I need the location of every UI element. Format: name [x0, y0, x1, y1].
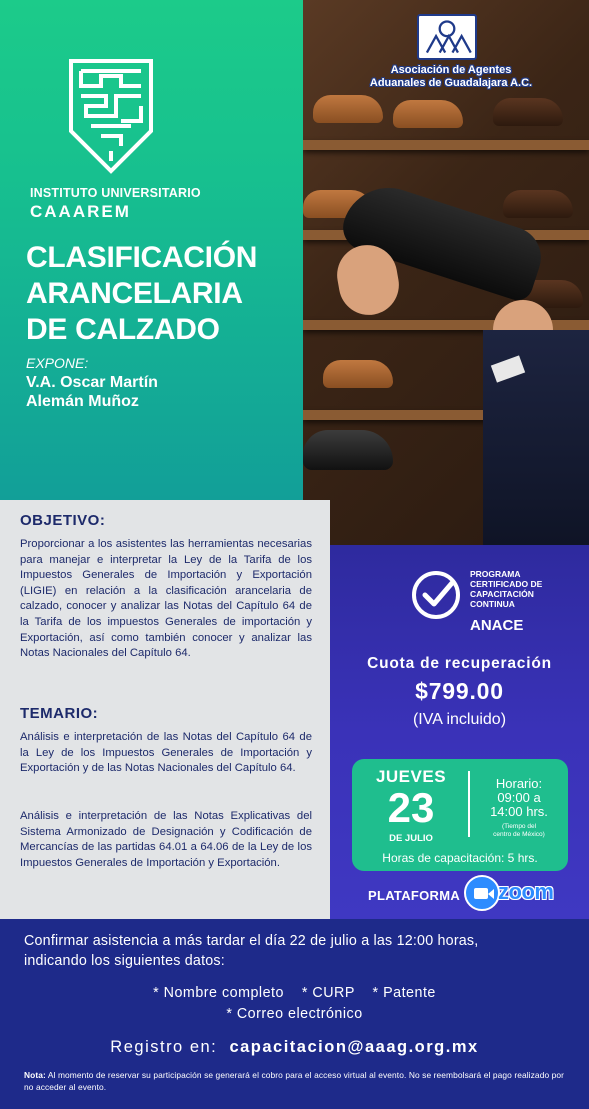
- note-label: Nota:: [24, 1070, 46, 1080]
- institute-name: INSTITUTO UNIVERSITARIO: [30, 186, 201, 200]
- schedule-weekday: JUEVES: [375, 767, 447, 786]
- schedule-month: DE JULIO: [389, 833, 433, 844]
- confirm-instructions: Confirmar asistencia a más tardar el día 22 de julio a las 12:00 horas, indicando los siguientes datos:: [24, 933, 479, 969]
- temario-heading: TEMARIO:: [20, 705, 99, 722]
- footer-note: [24, 1069, 569, 1093]
- registration-footer: [0, 919, 589, 1109]
- schedule-box: [352, 759, 568, 871]
- fee-note: (IVA incluido): [412, 711, 507, 728]
- program-title: PROGRAMA CERTIFICADO DE CAPACITACIÓN CONTINUA: [470, 569, 543, 609]
- fee-label: Cuota de recuperación: [367, 655, 552, 672]
- pricing-panel: [330, 545, 589, 919]
- registration-line: [0, 1038, 589, 1057]
- required-fields: * Nombre completo * CURP * Patente * Correo electrónico: [153, 985, 436, 1022]
- speaker-name: V.A. Oscar Martín Alemán Muñoz: [26, 374, 158, 410]
- caaarem-logo-icon: [66, 56, 156, 176]
- schedule-divider: [468, 771, 470, 837]
- program-name: ANACE: [470, 617, 524, 634]
- info-panel: [0, 500, 330, 919]
- association-name-line2: Aduanales de Guadalajara A.C.: [369, 77, 533, 89]
- institute-brand: CAAAREM: [30, 202, 131, 221]
- expone-label: EXPONE:: [26, 355, 89, 371]
- schedule-hours: Horas de capacitación: 5 hrs.: [382, 851, 538, 865]
- objetivo-heading: OBJETIVO:: [20, 512, 106, 529]
- association-logo: [351, 14, 551, 104]
- check-circle-icon: [410, 569, 462, 621]
- fee-price: $799.00: [415, 678, 504, 704]
- registration-label: Registro en:: [110, 1038, 224, 1056]
- schedule-day: 23: [387, 784, 435, 831]
- event-title: CLASIFICACIÓN ARANCELARIA DE CALZADO: [26, 241, 258, 346]
- schedule-time: Horario: 09:00 a 14:00 hrs.: [490, 776, 548, 819]
- aaag-badge-icon: [417, 14, 477, 60]
- objetivo-text: Proporcionar a los asistentes las herramientas necesarias para manejar e interpretar la Ley de la Tarifa de los Impuestos Generales de Importación y Exportación (LIGIE) en relación a la clasificación arancelaria de calzado, conocer y analizar las Notas del Capítulo 64 de la Tarifa de los impuestos Generales de importación y Exportación, así como también conocer y analizar las Notas Nacionales del Capítulo 64.: [20, 538, 312, 660]
- registration-email-link[interactable]: capacitacion@aaag.org.mx: [229, 1038, 479, 1056]
- schedule-timezone: (Tiempo del centro de México): [493, 823, 545, 838]
- note-text: Al momento de reservar su participación se generará el cobro para el acceso virtual al evento. No se reembolsará el pago realizado por no acceder al evento.: [24, 1070, 565, 1092]
- zoom-camera-icon: [464, 875, 500, 911]
- association-name-line1: Asociación de Agentes: [390, 64, 512, 76]
- hero: [0, 0, 589, 500]
- platform-name: zoom: [498, 879, 554, 904]
- temario-item-1: Análisis e interpretación de las Notas del Capítulo 64 de la Ley de los Impuestos Generales de Importación y Exportación y de las Notas Nacionales del Capítulo 64.: [20, 731, 312, 775]
- platform-label: PLATAFORMA: [368, 888, 461, 903]
- temario-item-2: Análisis e interpretación de las Notas Explicativas del Sistema Armonizado de Designación y Codificación de Mercancías de las partidas 64.01 a 64.06 de la Ley de los Impuestos Generales de Importación y Exportación.: [20, 810, 312, 869]
